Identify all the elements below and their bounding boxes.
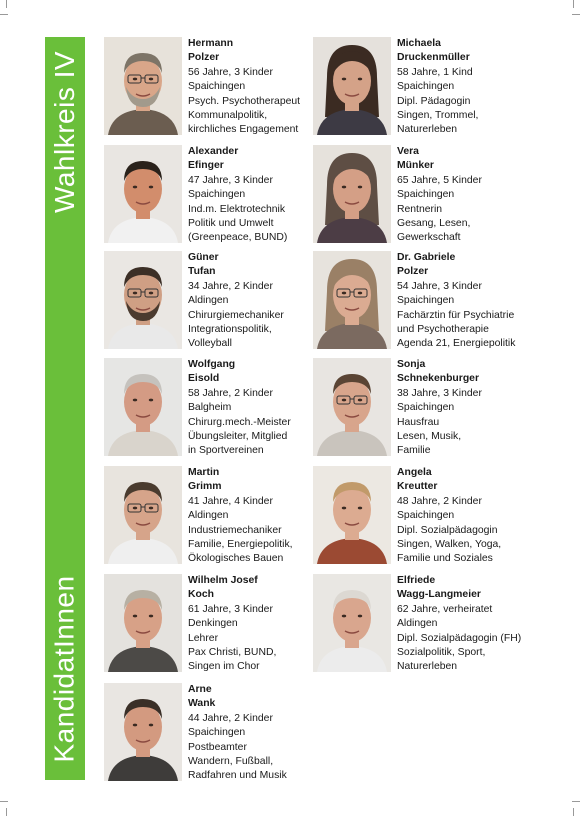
candidate-first-name: Wilhelm Josef <box>188 575 258 586</box>
sidebar-subtitle-box <box>45 557 85 780</box>
candidate-card <box>104 37 319 137</box>
candidate-card <box>104 251 319 351</box>
candidate-photo <box>104 683 182 781</box>
candidate-detail: Singen im Chor <box>188 661 260 673</box>
candidate-detail: Spaichingen <box>397 402 455 414</box>
candidate-info <box>188 37 324 138</box>
sidebar-title-box <box>45 37 85 227</box>
candidate-first-name: Alexander <box>188 146 239 157</box>
candidate-detail: Spaichingen <box>188 189 246 201</box>
candidate-detail: Dipl. Sozialpädagogin (FH) <box>397 632 522 644</box>
candidate-first-name: Elfriede <box>397 575 436 586</box>
candidate-detail: Chirurgiemechaniker <box>188 309 284 321</box>
portrait-illustration <box>104 466 182 564</box>
candidate-card <box>104 145 319 245</box>
candidate-info <box>397 466 533 567</box>
candidate-photo <box>313 37 391 135</box>
candidate-detail: Integrationspolitik, <box>188 324 272 336</box>
candidate-detail: Naturerleben <box>397 661 458 673</box>
candidate-last-name: Schnekenburger <box>397 373 479 385</box>
candidate-detail: Denkingen <box>188 618 238 630</box>
candidate-detail: Gesang, Lesen, <box>397 218 471 230</box>
portrait-illustration <box>104 683 182 781</box>
candidate-first-name: Güner <box>188 252 219 263</box>
candidate-detail: Postbeamter <box>188 741 247 753</box>
candidate-detail: Lehrer <box>188 632 219 644</box>
candidate-first-name: Dr. Gabriele <box>397 252 456 263</box>
candidate-photo <box>104 145 182 243</box>
candidate-detail: 47 Jahre, 3 Kinder <box>188 174 273 186</box>
candidate-last-name: Kreutter <box>397 481 438 493</box>
candidate-detail: Naturerleben <box>397 124 458 136</box>
candidate-card <box>313 358 528 458</box>
candidate-first-name: Vera <box>397 146 419 157</box>
candidate-detail: Dipl. Sozialpädagogin <box>397 524 498 536</box>
candidate-first-name: Arne <box>188 684 212 695</box>
candidate-detail: Spaichingen <box>397 295 455 307</box>
crop-mark <box>573 808 574 816</box>
portrait-illustration <box>313 251 391 349</box>
candidate-card <box>313 466 528 566</box>
candidate-info <box>397 37 533 138</box>
candidate-first-name: Michaela <box>397 38 441 49</box>
candidate-detail: Spaichingen <box>397 510 455 522</box>
candidate-detail: Ökologisches Bauen <box>188 553 284 565</box>
candidate-detail: Spaichingen <box>397 81 455 93</box>
portrait-illustration <box>313 145 391 243</box>
candidate-info <box>188 574 324 675</box>
candidate-last-name: Efinger <box>188 160 224 172</box>
candidate-detail: (Greenpeace, BUND) <box>188 232 288 244</box>
candidate-first-name: Hermann <box>188 38 234 49</box>
candidate-card <box>104 358 319 458</box>
candidate-card <box>313 145 528 245</box>
candidate-photo <box>313 145 391 243</box>
portrait-illustration <box>104 145 182 243</box>
candidate-info <box>188 683 324 784</box>
candidate-detail: 48 Jahre, 2 Kinder <box>397 495 482 507</box>
candidate-last-name: Druckenmüller <box>397 52 470 64</box>
candidate-detail: Lesen, Musik, <box>397 431 462 443</box>
portrait-illustration <box>104 574 182 672</box>
portrait-illustration <box>104 251 182 349</box>
candidate-photo <box>104 466 182 564</box>
candidate-detail: Kommunalpolitik, <box>188 110 268 122</box>
candidate-detail: 58 Jahre, 2 Kinder <box>188 387 273 399</box>
candidate-detail: 61 Jahre, 3 Kinder <box>188 603 273 615</box>
candidate-detail: Ind.m. Elektrotechnik <box>188 203 286 215</box>
candidate-detail: 56 Jahre, 3 Kinder <box>188 66 273 78</box>
candidate-last-name: Wank <box>188 698 216 710</box>
candidate-detail: 65 Jahre, 5 Kinder <box>397 174 482 186</box>
candidate-card <box>313 251 528 351</box>
candidate-photo <box>104 358 182 456</box>
candidate-detail: 38 Jahre, 3 Kinder <box>397 387 482 399</box>
candidate-detail: Gewerkschaft <box>397 232 461 244</box>
candidate-detail: 54 Jahre, 3 Kinder <box>397 280 482 292</box>
candidate-detail: Sozialpolitik, Sport, <box>397 647 486 659</box>
candidate-detail: Aldingen <box>188 295 229 307</box>
candidate-detail: Übungsleiter, Mitglied <box>188 431 288 443</box>
candidate-detail: in Sportvereinen <box>188 445 264 457</box>
candidate-detail: Agenda 21, Energiepolitik <box>397 338 516 350</box>
candidate-photo <box>104 251 182 349</box>
candidate-photo <box>313 574 391 672</box>
candidate-last-name: Polzer <box>397 266 429 278</box>
candidate-detail: Familie, Energiepolitik, <box>188 539 293 551</box>
candidate-detail: Pax Christi, BUND, <box>188 647 277 659</box>
candidate-detail: Aldingen <box>188 510 229 522</box>
candidate-detail: Volleyball <box>188 338 232 350</box>
crop-mark <box>6 0 7 8</box>
candidate-photo <box>104 37 182 135</box>
candidate-detail: Singen, Walken, Yoga, <box>397 539 502 551</box>
portrait-illustration <box>313 574 391 672</box>
candidate-detail: Singen, Trommel, <box>397 110 479 122</box>
candidate-info <box>188 358 324 459</box>
candidate-last-name: Tufan <box>188 266 216 278</box>
candidate-card <box>104 466 319 566</box>
candidate-card <box>313 574 528 674</box>
candidate-last-name: Koch <box>188 589 214 601</box>
portrait-illustration <box>104 37 182 135</box>
candidate-first-name: Sonja <box>397 359 426 370</box>
portrait-illustration <box>313 37 391 135</box>
candidate-info <box>188 145 324 246</box>
candidate-detail: Radfahren und Musik <box>188 770 287 782</box>
candidate-info <box>397 251 533 352</box>
candidate-detail: Spaichingen <box>188 727 246 739</box>
candidate-detail: Aldingen <box>397 618 438 630</box>
candidate-detail: Chirurg.mech.-Meister <box>188 416 291 428</box>
candidate-info <box>188 251 324 352</box>
candidate-first-name: Wolfgang <box>188 359 236 370</box>
wahlkreis-title: Wahlkreis IV <box>49 50 81 214</box>
candidate-info <box>397 358 533 459</box>
portrait-illustration <box>313 358 391 456</box>
candidate-detail: 41 Jahre, 4 Kinder <box>188 495 273 507</box>
crop-mark <box>6 808 7 816</box>
candidate-last-name: Polzer <box>188 52 220 64</box>
candidate-first-name: Angela <box>397 467 432 478</box>
candidate-photo <box>313 251 391 349</box>
candidate-card <box>104 574 319 674</box>
candidate-info <box>397 574 533 675</box>
kandidatinnen-title: KandidatInnen <box>49 574 81 763</box>
candidate-photo <box>104 574 182 672</box>
candidate-last-name: Münker <box>397 160 434 172</box>
candidate-detail: Rentnerin <box>397 203 443 215</box>
candidate-detail: 58 Jahre, 1 Kind <box>397 66 473 78</box>
portrait-illustration <box>313 466 391 564</box>
candidate-info <box>188 466 324 567</box>
candidate-detail: Politik und Umwelt <box>188 218 274 230</box>
candidate-detail: Hausfrau <box>397 416 440 428</box>
candidate-detail: Psych. Psychotherapeut <box>188 95 301 107</box>
candidate-detail: Spaichingen <box>188 81 246 93</box>
candidate-detail: Spaichingen <box>397 189 455 201</box>
candidate-detail: und Psychotherapie <box>397 324 489 336</box>
green-sidebar <box>45 37 85 780</box>
candidate-photo <box>313 358 391 456</box>
crop-mark <box>573 0 574 8</box>
candidate-detail: Fachärztin für Psychiatrie <box>397 309 515 321</box>
candidate-detail: Familie und Soziales <box>397 553 493 565</box>
candidate-detail: 62 Jahre, verheiratet <box>397 603 493 615</box>
candidate-first-name: Martin <box>188 467 220 478</box>
candidate-photo <box>313 466 391 564</box>
candidate-detail: Industriemechaniker <box>188 524 282 536</box>
candidate-card <box>313 37 528 137</box>
candidate-card <box>104 683 319 783</box>
candidate-detail: 34 Jahre, 2 Kinder <box>188 280 273 292</box>
candidate-detail: 44 Jahre, 2 Kinder <box>188 712 273 724</box>
candidate-detail: Balgheim <box>188 402 232 414</box>
candidate-last-name: Wagg-Langmeier <box>397 589 481 601</box>
candidate-detail: Wandern, Fußball, <box>188 756 274 768</box>
portrait-illustration <box>104 358 182 456</box>
candidate-detail: Familie <box>397 445 431 457</box>
candidate-last-name: Grimm <box>188 481 222 493</box>
candidate-detail: Dipl. Pädagogin <box>397 95 471 107</box>
candidate-detail: kirchliches Engagement <box>188 124 299 136</box>
candidate-info <box>397 145 533 246</box>
candidate-last-name: Eisold <box>188 373 220 385</box>
